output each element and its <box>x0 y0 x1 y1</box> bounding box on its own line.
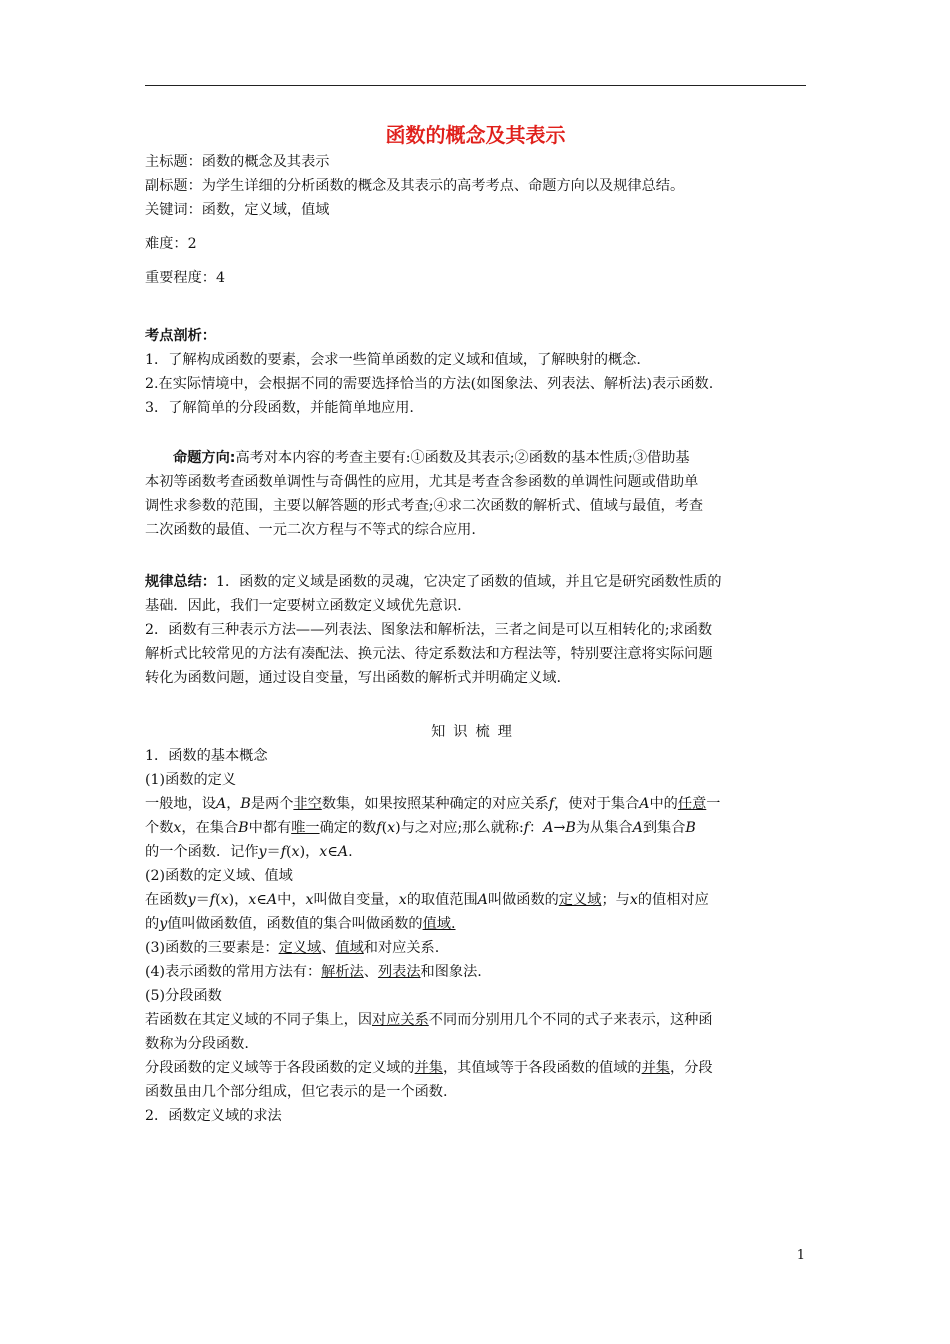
math-var: x <box>305 892 314 908</box>
text-span: 是两个 <box>250 796 294 812</box>
text-span: 的取值范围 <box>406 892 478 908</box>
definition-line-2 <box>145 816 806 840</box>
underlined-term: 定义域 <box>558 892 602 908</box>
math-var: x <box>398 892 407 908</box>
text-span: ，其值域等于各段函数的值域的 <box>442 1060 642 1076</box>
main-title-line: 主标题：函数的概念及其表示 <box>145 154 330 170</box>
text-span: 数集，如果按照某种确定的对应关系 <box>321 796 549 812</box>
text-span: ，在集合 <box>181 820 239 836</box>
text-span: 叫做自变量， <box>313 892 399 908</box>
text-span: ( <box>381 820 388 836</box>
math-var: A <box>337 844 349 860</box>
text-span: 的值相对应 <box>637 892 709 908</box>
direction-text-1: 高考对本内容的考查主要有:①函数及其表示;②函数的基本性质;③借助基 <box>235 450 690 466</box>
math-var: y <box>258 844 267 860</box>
math-var: f <box>209 892 216 908</box>
knowledge-heading: 知识梳理 <box>431 724 520 740</box>
direction-line-1 <box>145 446 806 470</box>
math-var: y <box>159 916 168 932</box>
underlined-term: 任意 <box>677 796 707 812</box>
underlined-term: 非空 <box>293 796 322 812</box>
underlined-term: 列表法 <box>377 964 421 980</box>
text-span: ；与 <box>601 892 630 908</box>
text-span: ，分段 <box>670 1060 713 1076</box>
subsection-definition: (1)函数的定义 <box>145 772 237 788</box>
text-span: ( <box>286 844 292 860</box>
domain-line-1 <box>145 888 806 912</box>
piecewise-line-1 <box>145 1008 806 1032</box>
analysis-heading: 考点剖析： <box>145 328 216 344</box>
definition-line-3 <box>145 840 806 864</box>
underlined-term: 解析法 <box>321 964 364 980</box>
definition-line-1 <box>145 792 806 816</box>
text-span: 一 <box>706 796 721 812</box>
text-span: 中的 <box>649 796 678 812</box>
text-span: 一般地，设 <box>145 796 216 812</box>
math-var: B <box>240 796 251 812</box>
text-span: 值叫做函数值，函数值的集合叫做函数的 <box>167 916 423 932</box>
text-span: (3)函数的三要素是： <box>145 940 279 956</box>
math-var: f <box>548 796 555 812</box>
domain-line-2 <box>145 912 806 936</box>
math-var: B <box>238 820 249 836</box>
analysis-item-2: 2.在实际情境中，会根据不同的需要选择恰当的方法(如图象法、列表法、解析法)表示函数. <box>145 376 714 392</box>
math-var: x <box>291 844 300 860</box>
underlined-term: 对应关系 <box>372 1012 429 1028</box>
piecewise-line-4: 函数虽由几个部分组成，但它表示的是一个函数. <box>145 1084 448 1100</box>
text-span: 为从集合 <box>575 820 633 836</box>
representation-line <box>145 960 806 984</box>
underlined-term: 定义域 <box>278 940 322 956</box>
keywords-line: 关键词：函数，定义域，值域 <box>145 202 330 218</box>
underlined-term: 并集 <box>414 1060 443 1076</box>
section-1-heading: 1．函数的基本概念 <box>145 748 268 764</box>
text-span: 和图象法. <box>420 964 482 980</box>
math-var: x <box>319 844 328 860</box>
math-var: x <box>248 892 257 908</box>
importance-line: 重要程度：4 <box>145 270 225 286</box>
text-span: ＝ <box>266 844 281 860</box>
underlined-term: 值域. <box>422 916 456 932</box>
math-var: A <box>632 820 643 836</box>
summary-heading: 规律总结： <box>145 574 216 590</box>
math-var: f <box>280 844 286 860</box>
text-span: ，使对于集合 <box>554 796 640 812</box>
page-title: 函数的概念及其表示 <box>385 123 566 147</box>
math-var: A <box>477 892 488 908</box>
text-span: 、 <box>363 964 378 980</box>
math-var: y <box>187 892 196 908</box>
math-var: x <box>220 892 229 908</box>
math-var: A <box>215 796 227 812</box>
text-span: 若函数在其定义域的不同子集上，因 <box>145 1012 373 1028</box>
piecewise-line-3 <box>145 1056 806 1080</box>
summary-line-3: 2．函数有三种表示方法——列表法、图象法和解析法，三者之间是可以互相转化的;求函数 <box>145 622 713 638</box>
summary-line-4: 解析式比较常见的方法有凑配法、换元法、待定系数法和方程法等，特别要注意将实际问题 <box>145 646 713 662</box>
text-span: 在函数 <box>145 892 188 908</box>
summary-line-5: 转化为函数问题，通过设自变量，写出函数的解析式并明确定义域. <box>145 670 561 686</box>
text-span: 确定的数 <box>319 820 377 836</box>
text-span: 到集合 <box>642 820 686 836</box>
math-var: A <box>543 820 554 836</box>
text-span: (4)表示函数的常用方法有： <box>145 964 322 980</box>
text-span: 和对应关系. <box>363 940 440 956</box>
arrow-symbol: → <box>553 820 566 836</box>
text-span: . <box>348 844 353 860</box>
text-span: 的一个函数．记作 <box>145 844 259 860</box>
sub-title-line: 副标题：为学生详细的分析函数的概念及其表示的高考考点、命题方向以及规律总结。 <box>145 178 685 194</box>
direction-line-3: 调性求参数的范围，主要以解答题的形式考查;④求二次函数的解析式、值域与最值，考查 <box>145 498 704 514</box>
element-of-symbol: ∈ <box>327 844 338 860</box>
piecewise-line-2: 数称为分段函数. <box>145 1036 249 1052</box>
text-span: 中都有 <box>248 820 292 836</box>
text-span: 分段函数的定义域等于各段函数的定义域的 <box>145 1060 415 1076</box>
analysis-item-3: 3．了解简单的分段函数，并能简单地应用. <box>145 400 414 416</box>
text-span: ， <box>226 796 241 812</box>
direction-heading: 命题方向: <box>173 450 236 466</box>
text-span: 、 <box>321 940 336 956</box>
text-span: 不同而分别用几个不同的式子来表示，这种函 <box>428 1012 713 1028</box>
subsection-piecewise: (5)分段函数 <box>145 988 222 1004</box>
math-var: f <box>523 820 530 836</box>
element-of-symbol: ∈ <box>256 892 267 908</box>
subsection-domain-range: (2)函数的定义域、值域 <box>145 868 293 884</box>
text-span: ( <box>215 892 221 908</box>
summary-line-2: 基础．因此，我们一定要树立函数定义域优先意识. <box>145 598 462 614</box>
math-var: x <box>387 820 396 836</box>
direction-line-4: 二次函数的最值、一元二次方程与不等式的综合应用. <box>145 522 476 538</box>
math-var: B <box>565 820 576 836</box>
header-rule <box>145 85 806 86</box>
text-span: 的 <box>145 916 160 932</box>
math-var: f <box>376 820 382 836</box>
analysis-item-1: 1．了解构成函数的要素，会求一些简单函数的定义域和值域，了解映射的概念. <box>145 352 641 368</box>
math-var: A <box>266 892 278 908</box>
direction-line-2: 本初等函数考查函数单调性与奇偶性的应用，尤其是考查含参函数的单调性问题或借助单 <box>145 474 699 490</box>
text-span: ： <box>529 820 544 836</box>
difficulty-line: 难度：2 <box>145 236 197 252</box>
underlined-term: 并集 <box>641 1060 670 1076</box>
summary-line-1 <box>145 570 806 594</box>
section-2-heading: 2．函数定义域的求法 <box>145 1108 282 1124</box>
text-span: )， <box>299 844 320 860</box>
text-span: 叫做函数的 <box>487 892 559 908</box>
text-span: )与之对应;那么就称: <box>395 820 524 836</box>
text-span: )， <box>228 892 249 908</box>
three-elements-line <box>145 936 806 960</box>
page-number: 1 <box>796 1248 805 1263</box>
text-span: 中， <box>277 892 306 908</box>
text-span: ＝ <box>195 892 210 908</box>
underlined-term: 值域 <box>335 940 364 956</box>
underlined-term: 唯一 <box>291 820 320 836</box>
math-var: x <box>629 892 638 908</box>
text-span: 个数 <box>145 820 174 836</box>
math-var: B <box>685 820 696 836</box>
math-var: A <box>639 796 650 812</box>
math-var: x <box>173 820 182 836</box>
summary-text-1: 1．函数的定义域是函数的灵魂，它决定了函数的值域，并且它是研究函数性质的 <box>215 574 722 590</box>
